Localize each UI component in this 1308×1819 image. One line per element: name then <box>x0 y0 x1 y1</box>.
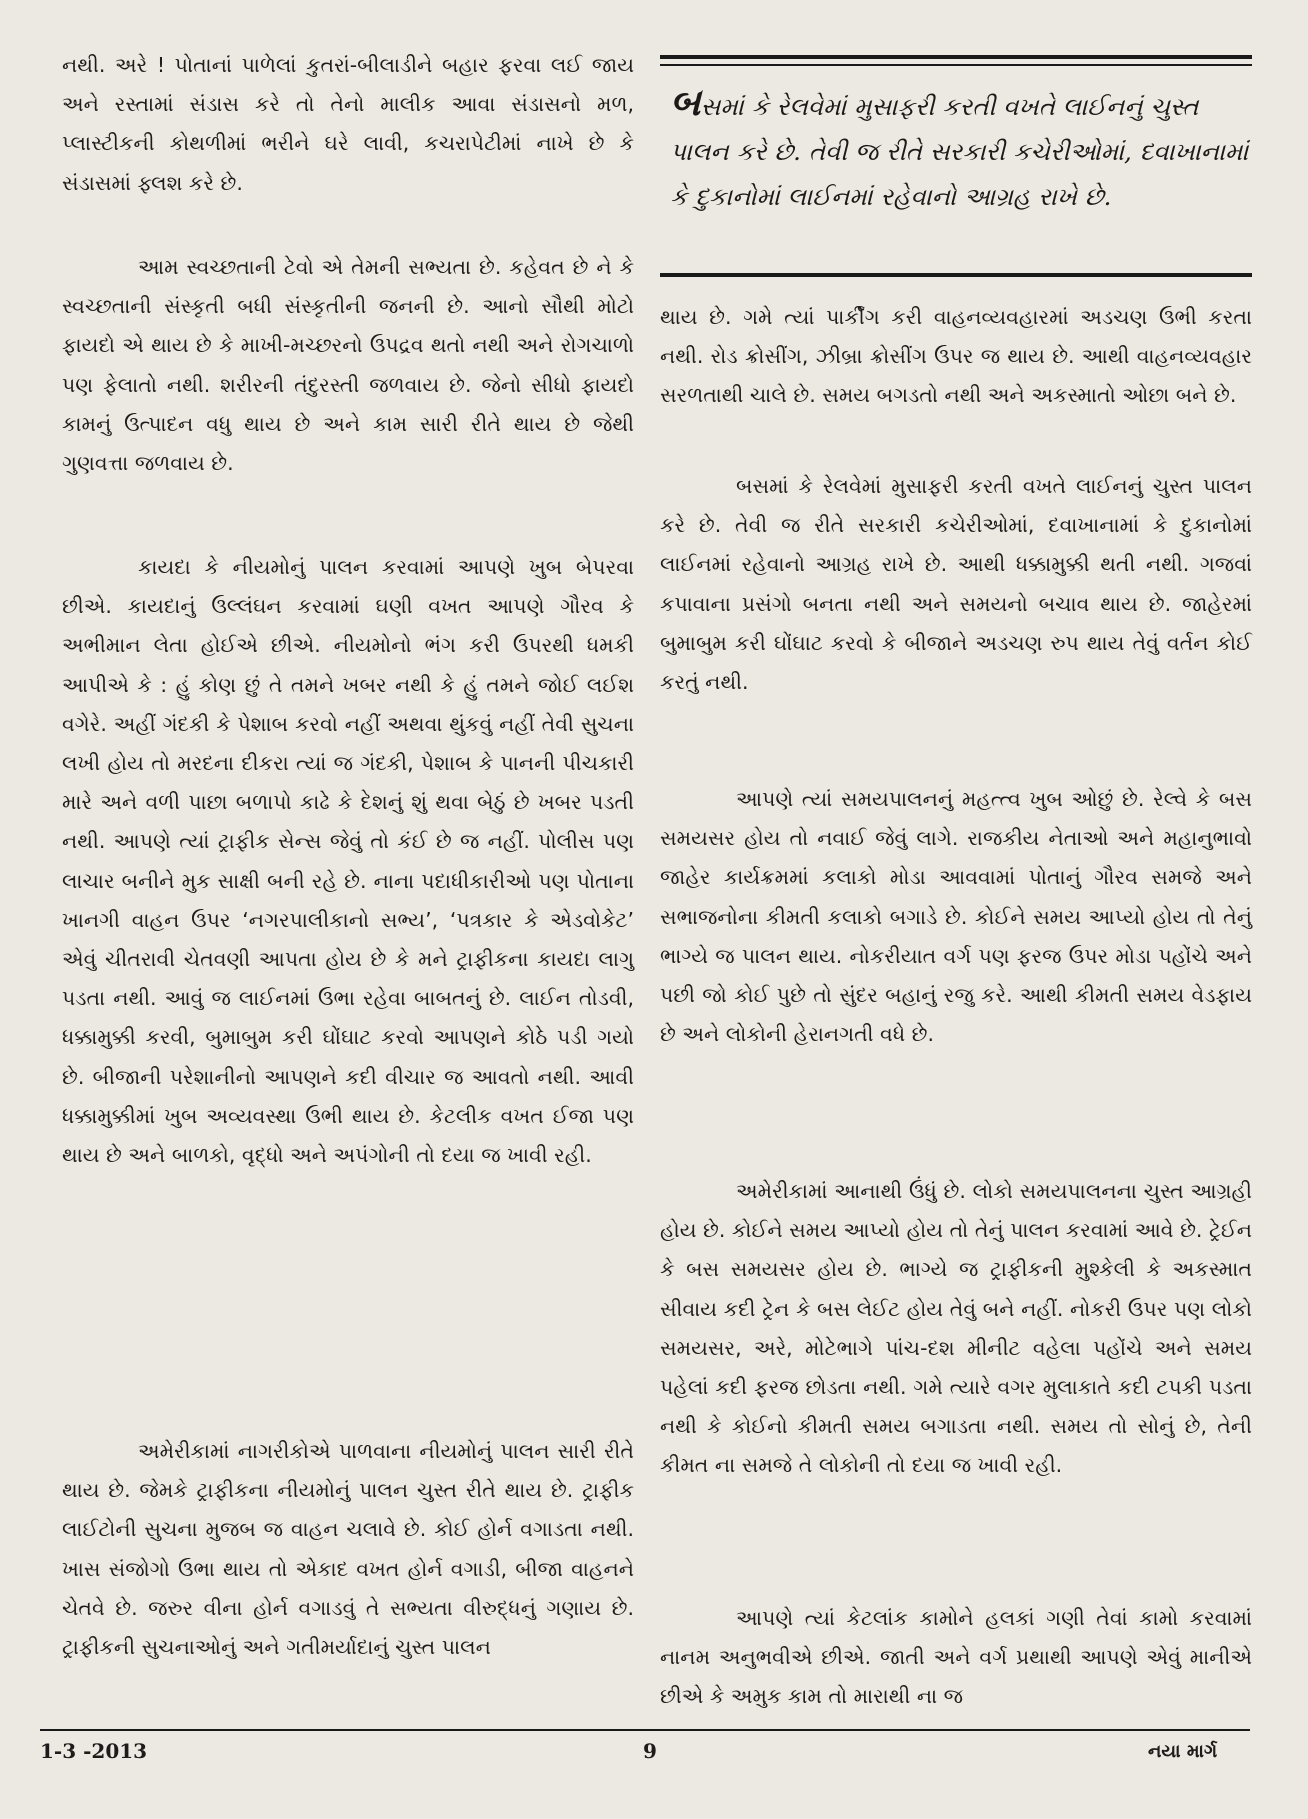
left-paragraph-1: નથી. અરે ! પોતાનાં પાળેલાં કુતરાં-બીલાડીને બહાર ફરવા લઈ જાય અને રસ્તામાં સંડાસ કરે તો તેનો માલીક આવા સંડાસનો મળ, પ્લાસ્ટીકની કોથળીમાં ભરીને ઘરે લાવી, કચરાપેટીમાં નાખે છે કે સંડાસમાં ફ્લશ કરે છે. <box>62 53 634 195</box>
pull-quote-top-rule-thin <box>660 64 1252 66</box>
footer-rule <box>40 1729 1250 1731</box>
pull-quote-top-rule <box>660 55 1252 59</box>
right-paragraph-5: આપણે ત્યાં કેટલાંક કામોને હલકાં ગણી તેવાં કામો કરવામાં નાનમ અનુભવીએ છીએ. જાતી અને વર્ગ પ્રથાથી આપણે એવું માનીએ છીએ કે અમુક કામ તો મારાથી ના જ <box>660 1606 1252 1709</box>
left-paragraph-3: કાયદા કે નીયમોનું પાલન કરવામાં આપણે ખુબ બેપરવા છીએ. કાયદાનું ઉલ્લંઘન કરવામાં ઘણી વખત આપણે ગૌરવ કે અભીમાન લેતા હોઈએ છીએ. નીયમોનો ભંગ કરી ઉપરથી ધમકી આપીએ કે : હું કોણ છું તે તમને ખબર નથી કે હું તમને જોઈ લઈશ વગેરે. અહીં ગંદકી કે પેશાબ કરવો નહીં અથવા થુંકવું નહીં તેવી સુચના લખી હોય તો મરદના દીકરા ત્યાં જ ગંદકી, પેશાબ કે પાનની પીચકારી મારે અને વળી પાછા બળાપો કાઢે કે દેશનું શું થવા બેઠું છે ખબર પડતી નથી. આપણે ત્યાં ટ્રાફીક સેન્સ જેવું તો કંઈ છે જ નહીં. પોલીસ પણ લાચાર બનીને મુક સાક્ષી બની રહે છે. નાના પદાધીકારીઓ પણ પોતાના ખાનગી વાહન ઉપર ‘નગરપાલીકાનો સભ્ય’, ‘પત્રકાર કે એડવોકેટ’ એવું ચીતરાવી ચેતવણી આપતા હોય છે કે મને ટ્રાફીકના કાયદા લાગુ પડતા નથી. આવું જ લાઈનમાં ઉભા રહેવા બાબતનું છે. લાઈન તોડવી, ધક્કામુક્કી કરવી, બુમાબુમ કરી ઘોંઘાટ કરવો આપણને કોઠે પડી ગયો છે. બીજાની પરેશાનીનો આપણને કદી વીચાર જ આવતો નથી. આવી ધક્કામુક્કીમાં ખુબ અવ્યવસ્થા ઉભી થાય છે. કેટલીક વખત ઈજા પણ થાય છે અને બાળકો, વૃદ્ધો અને અપંગોની તો દયા જ ખાવી રહી. <box>62 555 634 1168</box>
pull-quote-body: સમાં કે રેલવેમાં મુસાફરી કરતી વખતે લાઈનનું ચુસ્ત પાલન કરે છે. તેવી જ રીતે સરકારી કચેરીઓમાં, દવાખાનામાં કે દુકાનોમાં લાઈનમાં રહેવાનો આગ્રહ રાખે છે. <box>670 92 1249 211</box>
left-paragraph-4: અમેરીકામાં નાગરીકોએ પાળવાના નીયમોનું પાલન સારી રીતે થાય છે. જેમકે ટ્રાફીકના નીયમોનું પાલન ચુસ્ત રીતે થાય છે. ટ્રાફીક લાઈટોની સુચના મુજબ જ વાહન ચલાવે છે. કોઈ હોર્ન વગાડતા નથી. ખાસ સંજોગો ઉભા થાય તો એકાદ વખત હોર્ન વગાડી, બીજા વાહનને ચેતવે છે. જરુર વીના હોર્ન વગાડવું તે સભ્યતા વીરુદ્ધનું ગણાય છે. ટ્રાફીકની સુચનાઓનું અને ગતીમર્યાદાનું ચુસ્ત પાલન <box>62 1439 634 1660</box>
right-paragraph-2: બસમાં કે રેલવેમાં મુસાફરી કરતી વખતે લાઈનનું ચુસ્ત પાલન કરે છે. તેવી જ રીતે સરકારી કચેરીઓમાં, દવાખાનામાં કે દુકાનોમાં લાઈનમાં રહેવાનો આગ્રહ રાખે છે. આથી ધક્કામુક્કી થતી નથી. ગજવાં કપાવાના પ્રસંગો બનતા નથી અને સમયનો બચાવ થાય છે. જાહેરમાં બુમાબુમ કરી ઘોંઘાટ કરવો કે બીજાને અડચણ રુપ થાય તેવું વર્તન કોઈ કરતું નથી. <box>660 474 1252 695</box>
right-paragraph-3: આપણે ત્યાં સમયપાલનનું મહત્ત્વ ખુબ ઓછું છે. રેલ્વે કે બસ સમયસર હોય તો નવાઈ જેવું લાગે. રાજકીય નેતાઓ અને મહાનુભાવો જાહેર કાર્યક્રમમાં કલાકો મોડા આવવામાં પોતાનું ગૌરવ સમજે અને સભાજનોના કીમતી કલાકો બગાડે છે. કોઈને સમય આપ્યો હોય તો તેનું ભાગ્યે જ પાલન થાય. નોકરીયાત વર્ગ પણ ફરજ ઉપર મોડા પહોંચે અને પછી જો કોઈ પુછે તો સુંદર બહાનું રજુ કરે. આથી કીમતી સમય વેડફાય છે અને લોકોની હેરાનગતી વધે છે. <box>660 787 1252 1047</box>
right-paragraph-1: થાય છે. ગમે ત્યાં પાર્કીંગ કરી વાહનવ્યવહારમાં અડચણ ઉભી કરતા નથી. રોડ ક્રોસીંગ, ઝીબ્રા ક્રોસીંગ ઉપર જ થાય છે. આથી વાહનવ્યવહાર સરળતાથી ચાલે છે. સમય બગડતો નથી અને અકસ્માતો ઓછા બને છે. <box>660 305 1252 408</box>
page-number: 9 <box>643 1739 657 1763</box>
magazine-name: નયા માર્ગ <box>1148 1741 1218 1762</box>
pull-quote <box>660 55 1252 305</box>
pull-quote-text <box>670 79 1250 219</box>
pull-quote-dropcap: બ <box>670 79 701 124</box>
left-paragraph-2: આમ સ્વચ્છતાની ટેવો એ તેમની સભ્યતા છે. કહેવત છે ને કે સ્વચ્છતાની સંસ્કૃતી બધી સંસ્કૃતીની જનની છે. આનો સૌથી મોટો ફાયદો એ થાય છે કે માખી-મચ્છરનો ઉપદ્રવ થતો નથી અને રોગચાળો પણ ફેલાતો નથી. શરીરની તંદુરસ્તી જળવાય છે. જેનો સીધો ફાયદો કામનું ઉત્પાદન વધુ થાય છે અને કામ સારી રીતે થાય છે જેથી ગુણવત્તા જળવાય છે. <box>62 255 634 476</box>
right-paragraph-4: અમેરીકામાં આનાથી ઉંધું છે. લોકો સમયપાલનના ચુસ્ત આગ્રહી હોય છે. કોઈને સમય આપ્યો હોય તો તેનું પાલન કરવામાં આવે છે. ટ્રેઈન કે બસ સમયસર હોય છે. ભાગ્યે જ ટ્રાફીકની મુશ્કેલી કે અકસ્માત સીવાય કદી ટ્રેન કે બસ લેઈટ હોય તેવું બને નહીં. નોકરી ઉપર પણ લોકો સમયસર, અરે, મોટેભાગે પાંચ-દશ મીનીટ વહેલા પહોંચે અને સમય પહેલાં કદી ફરજ છોડતા નથી. ગમે ત્યારે વગર મુલાકાતે કદી ટપકી પડતા નથી કે કોઈનો કીમતી સમય બગાડતા નથી. સમય તો સોનું છે, તેની કીમત ના સમજે તે લોકોની તો દયા જ ખાવી રહી. <box>660 1179 1252 1478</box>
pull-quote-bottom-rule <box>660 273 1252 277</box>
footer-date: 1-3 -2013 <box>40 1739 148 1763</box>
